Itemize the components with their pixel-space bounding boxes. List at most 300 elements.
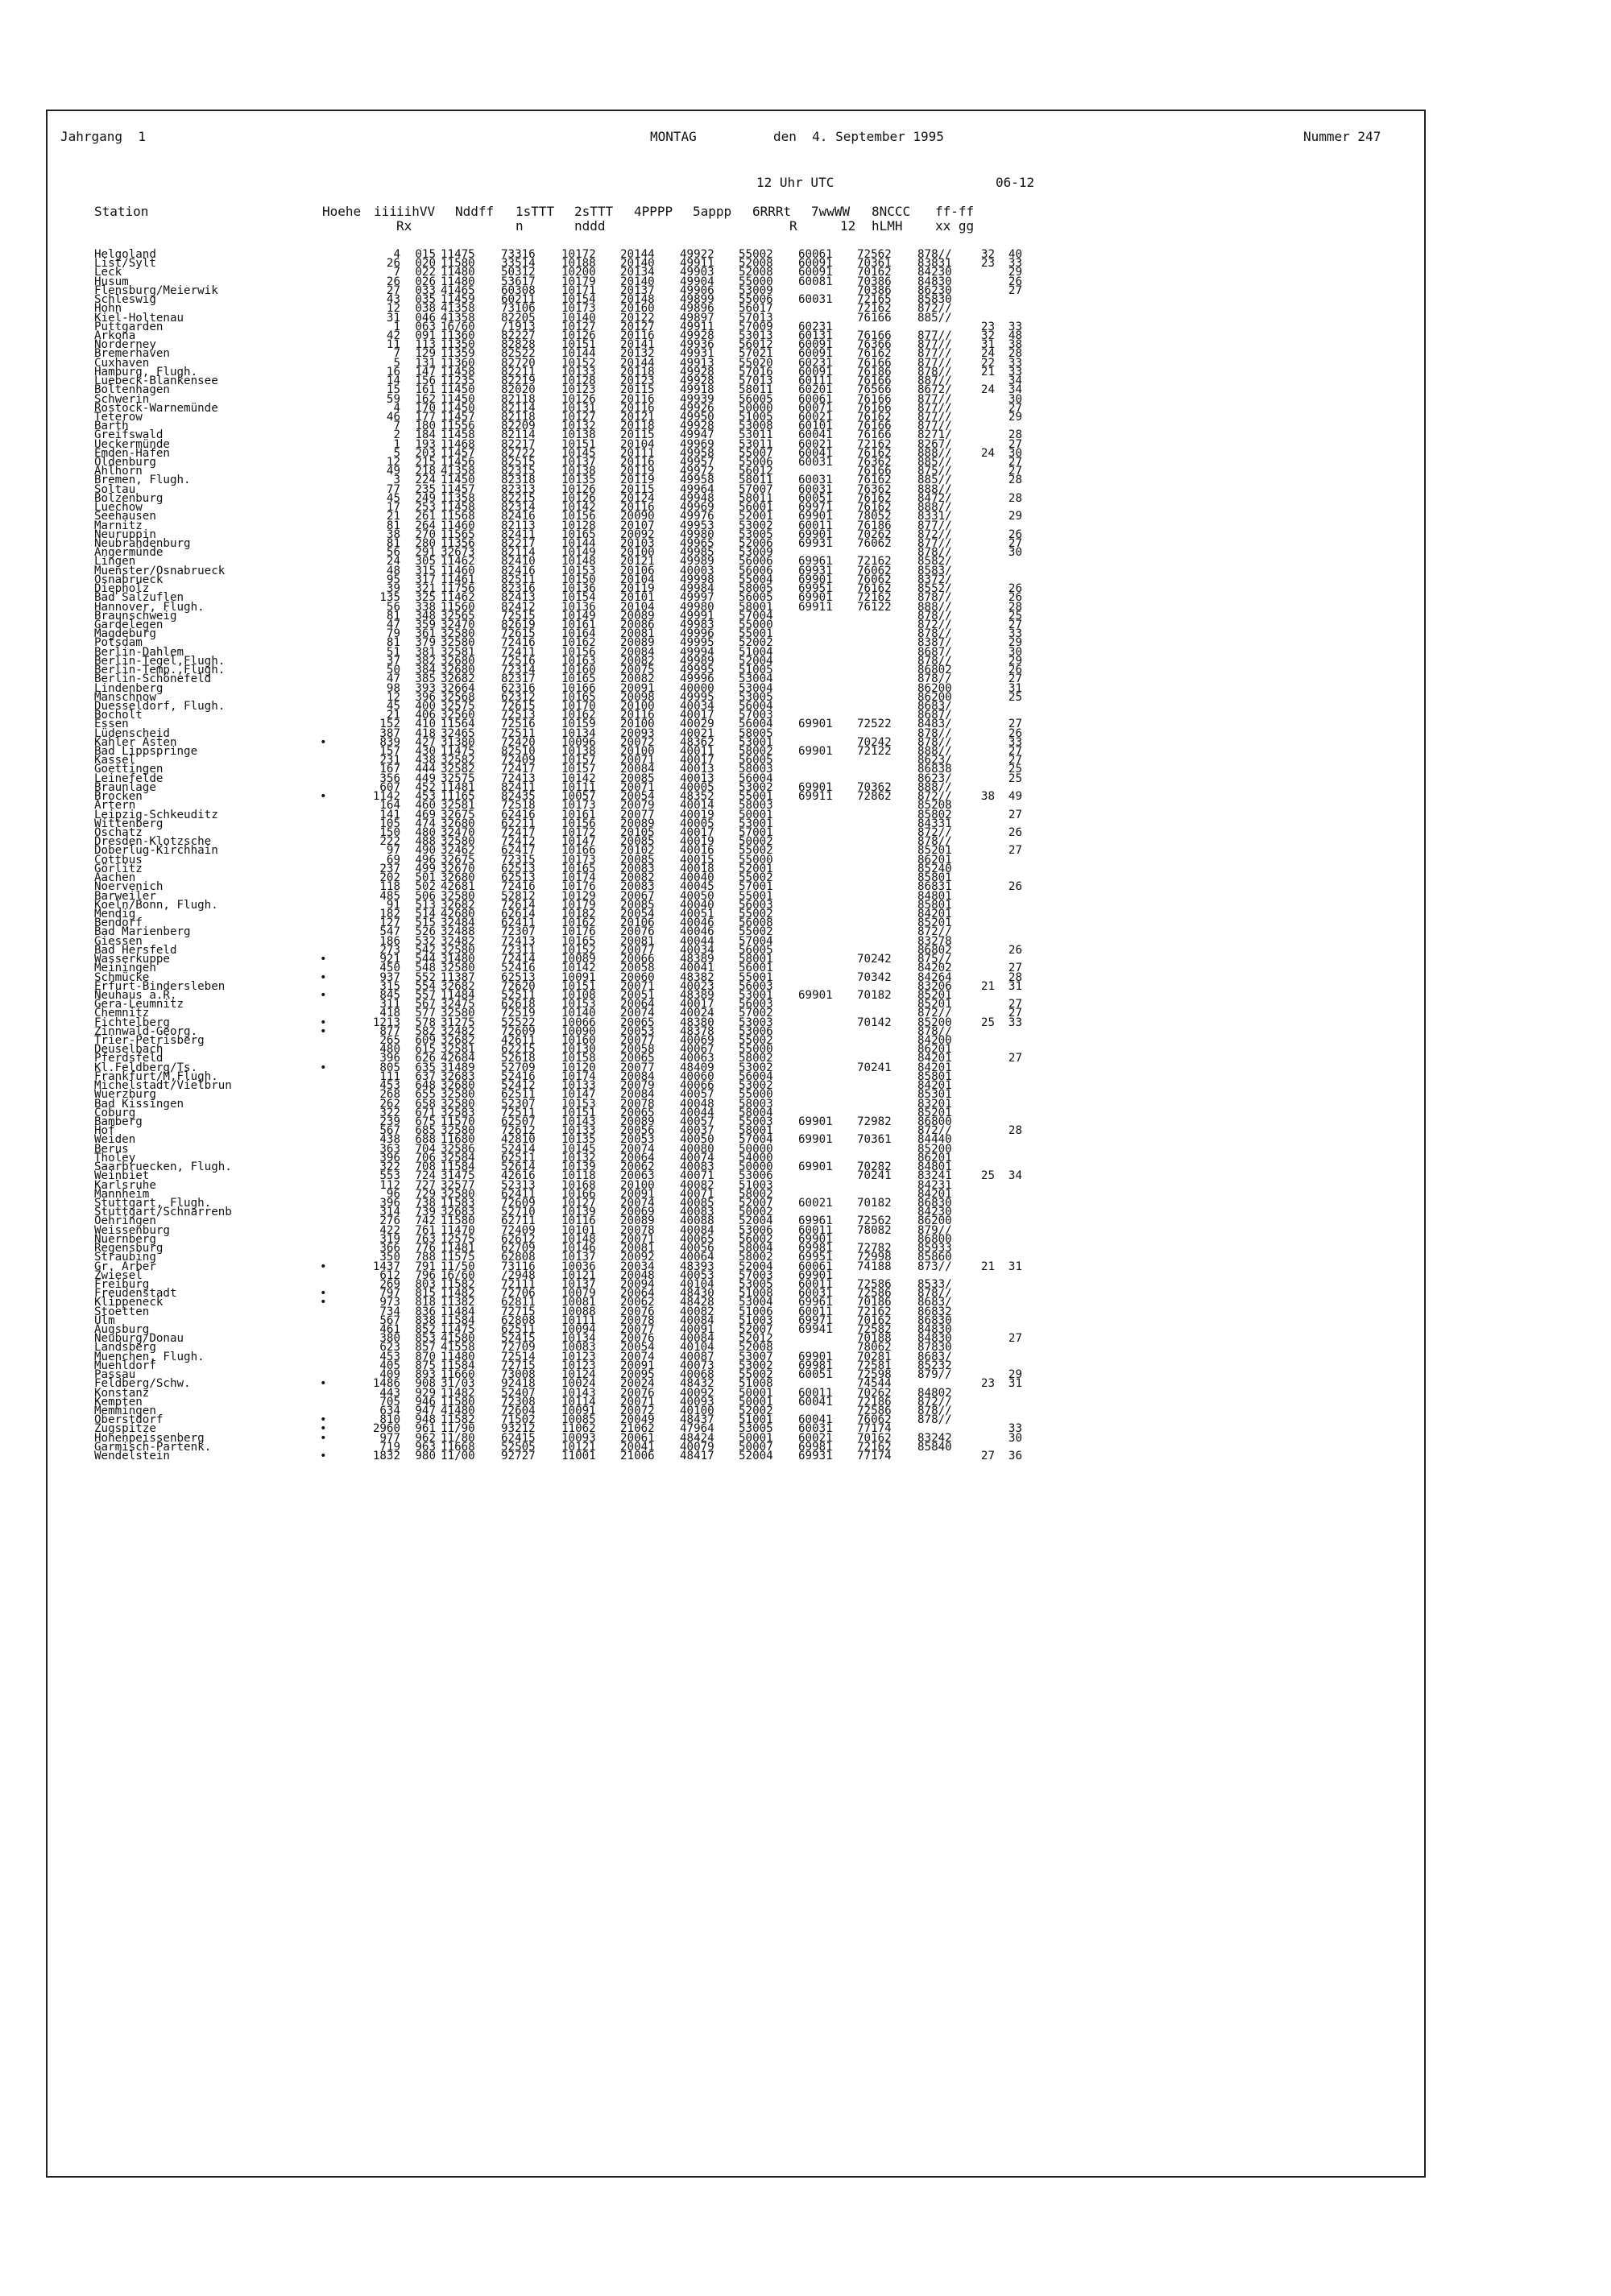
group-8nccc: 86831 <box>917 880 952 894</box>
group-nddff: 62711 <box>501 1214 536 1228</box>
group-1sttt: 10166 <box>561 844 596 858</box>
station-height: 11 <box>386 338 400 352</box>
group-2sttt: 20094 <box>620 1277 655 1291</box>
mountain-marker: • <box>320 790 327 804</box>
group-ihvv: 31480 <box>441 953 475 966</box>
group-1sttt: 10101 <box>561 1223 596 1237</box>
group-2sttt: 20053 <box>620 1133 655 1147</box>
station-id: 305 <box>415 555 436 569</box>
gust-gg: 26 <box>1008 275 1022 288</box>
group-nddff: 52407 <box>501 1386 536 1400</box>
group-5appp: 50002 <box>739 1206 773 1219</box>
group-8nccc: 83278 <box>917 934 952 948</box>
group-ihvv: 32580 <box>441 1007 475 1020</box>
table-row <box>46 1431 1426 1445</box>
group-nddff: 82416 <box>501 564 536 577</box>
station-id: 502 <box>415 880 436 894</box>
group-4pppp: 40082 <box>680 1305 714 1318</box>
group-5appp: 52002 <box>739 636 773 650</box>
group-ihvv: 32580 <box>441 889 475 903</box>
station-id: 325 <box>415 591 436 605</box>
group-2sttt: 20071 <box>620 1395 655 1409</box>
group-4pppp: 48352 <box>680 790 714 804</box>
group-1sttt: 10168 <box>561 1178 596 1192</box>
group-8nccc: 85201 <box>917 916 952 930</box>
group-ihvv: 11568 <box>441 510 475 523</box>
group-8nccc: 8683/ <box>917 699 952 713</box>
table-row <box>46 1332 1426 1346</box>
station-id: 038 <box>415 302 436 316</box>
group-1sttt: 10173 <box>561 799 596 813</box>
station-height: 1213 <box>372 1016 400 1029</box>
gust-gg: 27 <box>1008 1007 1022 1020</box>
station-id: 460 <box>415 799 436 813</box>
group-2sttt: 20064 <box>620 1287 655 1301</box>
group-nddff: 82118 <box>501 410 536 424</box>
station-id: 438 <box>415 754 436 767</box>
group-8nccc: 85201 <box>917 998 952 1011</box>
group-6rrrt: 69901 <box>798 1268 833 1282</box>
gust-xx: 24 <box>980 383 995 397</box>
group-1sttt: 10081 <box>561 1296 596 1309</box>
group-7wwww: 70281 <box>857 1350 892 1363</box>
group-7wwww: 72581 <box>857 1359 892 1372</box>
group-1sttt: 10157 <box>561 754 596 767</box>
station-id: 453 <box>415 790 436 804</box>
gust-gg: 29 <box>1008 1368 1022 1382</box>
station-name: Leipzig-Schkeuditz <box>94 808 218 821</box>
group-7wwww: 72586 <box>857 1404 892 1417</box>
group-4pppp: 40088 <box>680 1214 714 1228</box>
group-nddff: 62618 <box>501 998 536 1011</box>
group-2sttt: 20053 <box>620 1024 655 1038</box>
station-height: 405 <box>379 1359 400 1372</box>
col-g7-sub: R <box>789 218 797 234</box>
group-1sttt: 10137 <box>561 1251 596 1264</box>
group-ihvv: 32582 <box>441 763 475 776</box>
group-6rrrt: 60021 <box>798 1196 833 1210</box>
group-2sttt: 20085 <box>620 853 655 867</box>
table-row <box>46 720 1426 729</box>
gust-gg: 33 <box>1008 356 1022 370</box>
station-height: 450 <box>379 962 400 975</box>
group-5appp: 58001 <box>739 600 773 614</box>
group-nddff: 72307 <box>501 925 536 939</box>
station-id: 803 <box>415 1277 436 1291</box>
group-7wwww: 72862 <box>857 790 892 804</box>
group-8nccc: 8331/ <box>917 510 952 523</box>
group-6rrrt: 69901 <box>798 527 833 541</box>
gust-xx: 23 <box>980 1377 995 1391</box>
station-height: 49 <box>386 465 400 478</box>
group-5appp: 55006 <box>739 293 773 307</box>
group-1sttt: 10093 <box>561 1431 596 1445</box>
station-id: 449 <box>415 772 436 785</box>
station-id: 162 <box>415 392 436 406</box>
group-5appp: 50000 <box>739 1160 773 1174</box>
group-4pppp: 49996 <box>680 627 714 641</box>
station-name: Ueckermünde <box>94 437 170 451</box>
station-id: 393 <box>415 681 436 695</box>
group-1sttt: 10156 <box>561 817 596 830</box>
group-5appp: 53011 <box>739 437 773 451</box>
table-row <box>46 302 1426 316</box>
group-4pppp: 40023 <box>680 979 714 993</box>
group-4pppp: 40018 <box>680 862 714 875</box>
station-height: 623 <box>379 1341 400 1355</box>
group-7wwww: 72782 <box>857 1242 892 1256</box>
station-id: 359 <box>415 618 436 631</box>
gust-gg: 28 <box>1008 491 1022 505</box>
group-2sttt: 20104 <box>620 437 655 451</box>
table-row <box>46 456 1426 470</box>
group-1sttt: 10143 <box>561 1115 596 1128</box>
group-6rrrt: 60031 <box>798 456 833 470</box>
group-4pppp: 49897 <box>680 311 714 325</box>
station-id: 948 <box>415 1413 436 1427</box>
group-8nccc: 878// <box>917 735 952 749</box>
station-id: 513 <box>415 898 436 912</box>
station-name: Bremen, Flugh. <box>94 474 191 487</box>
group-1sttt: 10144 <box>561 537 596 550</box>
station-name: Weissenburg <box>94 1223 170 1237</box>
group-nddff: 52416 <box>501 962 536 975</box>
gust-gg: 26 <box>1008 664 1022 677</box>
group-5appp: 58004 <box>739 1242 773 1256</box>
station-height: 265 <box>379 1034 400 1048</box>
group-nddff: 62316 <box>501 681 536 695</box>
group-ihvv: 32680 <box>441 871 475 885</box>
group-2sttt: 20089 <box>620 1214 655 1228</box>
group-1sttt: 10160 <box>561 1034 596 1048</box>
station-name: Bad Lippspringe <box>94 745 198 759</box>
group-nddff: 72420 <box>501 735 536 749</box>
group-4pppp: 49972 <box>680 465 714 478</box>
station-name: Meiningen <box>94 962 156 975</box>
group-5appp: 56017 <box>739 302 773 316</box>
group-nddff: 62511 <box>501 1323 536 1337</box>
station-id: 675 <box>415 1115 436 1128</box>
group-2sttt: 20075 <box>620 664 655 677</box>
group-4pppp: 40017 <box>680 998 714 1011</box>
ff-range-label: 06-12 <box>996 175 1035 190</box>
station-name: Deuselbach <box>94 1043 164 1057</box>
station-name: Teterow <box>94 410 143 424</box>
group-1sttt: 10151 <box>561 979 596 993</box>
group-1sttt: 10148 <box>561 1232 596 1246</box>
station-name: Klippeneck <box>94 1296 164 1309</box>
col-g9: 8NCCC <box>872 204 911 219</box>
group-4pppp: 49928 <box>680 374 714 388</box>
station-height: 12 <box>386 456 400 470</box>
group-8nccc: 84202 <box>917 962 952 975</box>
group-ihvv: 32482 <box>441 934 475 948</box>
table-row <box>46 437 1426 451</box>
group-6rrrt: 69901 <box>798 988 833 1002</box>
station-name: Berus <box>94 1142 129 1156</box>
group-5appp: 51008 <box>739 1287 773 1301</box>
group-nddff: 93212 <box>501 1422 536 1436</box>
group-8nccc: 85201 <box>917 844 952 858</box>
group-8nccc: 872// <box>917 1007 952 1020</box>
group-2sttt: 20140 <box>620 257 655 271</box>
station-id: 577 <box>415 1007 436 1020</box>
group-5appp: 57003 <box>739 1268 773 1282</box>
group-4pppp: 40034 <box>680 699 714 713</box>
station-height: 634 <box>379 1404 400 1417</box>
group-8nccc: 86201 <box>917 853 952 867</box>
group-6rrrt: 60061 <box>798 248 833 261</box>
mountain-marker: • <box>320 1260 327 1273</box>
station-height: 47 <box>386 672 400 686</box>
station-name: Gera-Leumnitz <box>94 998 184 1011</box>
group-4pppp: 40017 <box>680 754 714 767</box>
gust-xx: 24 <box>980 347 995 361</box>
group-8nccc: 86832 <box>917 1305 952 1318</box>
mountain-marker: • <box>320 1287 327 1301</box>
group-ihvv: 11450 <box>441 392 475 406</box>
group-4pppp: 40064 <box>680 1251 714 1264</box>
group-7wwww: 72598 <box>857 1368 892 1382</box>
table-row <box>46 338 1426 352</box>
group-5appp: 58011 <box>739 491 773 505</box>
group-nddff: 72314 <box>501 664 536 677</box>
group-5appp: 56004 <box>739 699 773 713</box>
table-row <box>46 988 1426 1002</box>
group-8nccc: 873// <box>917 1260 952 1273</box>
station-id: 418 <box>415 726 436 740</box>
group-4pppp: 49911 <box>680 320 714 333</box>
group-5appp: 52004 <box>739 1450 773 1463</box>
year-label: Jahrgang 1 <box>60 129 146 144</box>
station-name: Zugspitze <box>94 1422 156 1436</box>
group-1sttt: 10142 <box>561 501 596 515</box>
station-name: Soltau <box>94 482 136 496</box>
group-4pppp: 49913 <box>680 356 714 370</box>
group-2sttt: 20092 <box>620 527 655 541</box>
group-6rrrt: 69901 <box>798 718 833 731</box>
col-g8: 7wwWW <box>811 204 851 219</box>
group-2sttt: 20144 <box>620 248 655 261</box>
table-row <box>46 1151 1426 1165</box>
group-5appp: 53002 <box>739 1061 773 1074</box>
group-4pppp: 40083 <box>680 1206 714 1219</box>
gust-gg: 27 <box>1008 745 1022 759</box>
station-height: 50 <box>386 664 400 677</box>
group-1sttt: 10173 <box>561 302 596 316</box>
group-8nccc: 872// <box>917 1395 952 1409</box>
station-id: 658 <box>415 1097 436 1111</box>
group-ihvv: 32582 <box>441 754 475 767</box>
group-8nccc: 84201 <box>917 1061 952 1074</box>
station-name: Angermünde <box>94 546 164 560</box>
group-7wwww: 76166 <box>857 401 892 415</box>
group-7wwww: 74544 <box>857 1377 892 1391</box>
station-height: 453 <box>379 1350 400 1363</box>
table-row <box>46 320 1426 333</box>
group-7wwww: 72162 <box>857 591 892 605</box>
group-ihvv: 11458 <box>441 501 475 515</box>
group-ihvv: 11/50 <box>441 1260 475 1273</box>
station-height: 21 <box>386 510 400 523</box>
station-name: Puttgarden <box>94 320 164 333</box>
station-height: 422 <box>379 1223 400 1237</box>
group-7wwww: 76062 <box>857 1413 892 1427</box>
group-4pppp: 40100 <box>680 1404 714 1417</box>
station-name: Freudenstadt <box>94 1287 177 1301</box>
group-8nccc: 86800 <box>917 1115 952 1128</box>
gust-gg: 34 <box>1008 383 1022 397</box>
station-name: Saarbruecken, Flugh. <box>94 1160 232 1174</box>
group-4pppp: 49997 <box>680 591 714 605</box>
group-8nccc: 86802 <box>917 943 952 957</box>
group-8nccc: 84201 <box>917 1052 952 1065</box>
group-8nccc: 872// <box>917 1124 952 1138</box>
group-8nccc: 84801 <box>917 1160 952 1174</box>
group-1sttt: 10153 <box>561 1097 596 1111</box>
station-height: 5 <box>393 356 400 370</box>
group-ihvv: 11360 <box>441 356 475 370</box>
table-row <box>46 428 1426 442</box>
station-height: 239 <box>379 1115 400 1128</box>
group-nddff: 72620 <box>501 979 536 993</box>
group-nddff: 82113 <box>501 519 536 532</box>
group-4pppp: 48362 <box>680 735 714 749</box>
col-g4-sub: nddd <box>574 218 606 234</box>
group-4pppp: 49980 <box>680 600 714 614</box>
group-2sttt: 20085 <box>620 772 655 785</box>
table-row <box>46 555 1426 569</box>
gust-gg: 33 <box>1008 257 1022 271</box>
table-row <box>46 934 1426 948</box>
group-nddff: /1913 <box>501 320 536 333</box>
group-nddff: 82209 <box>501 420 536 433</box>
station-id: 788 <box>415 1251 436 1264</box>
group-1sttt: 10182 <box>561 907 596 920</box>
group-6rrrt: 69951 <box>798 1251 833 1264</box>
group-2sttt: 20082 <box>620 672 655 686</box>
group-nddff: 72311 <box>501 943 536 957</box>
station-height: 438 <box>379 1133 400 1147</box>
station-name: Wuerzburg <box>94 1088 156 1102</box>
group-nddff: 82416 <box>501 510 536 523</box>
table-row <box>46 491 1426 505</box>
col-hoehe: Hoehe <box>322 204 362 219</box>
group-5appp: 55001 <box>739 627 773 641</box>
table-row <box>46 1196 1426 1210</box>
group-5appp: 53003 <box>739 1016 773 1029</box>
gust-gg: 27 <box>1008 672 1022 686</box>
group-2sttt: 20100 <box>620 745 655 759</box>
group-ihvv: 11475 <box>441 745 475 759</box>
group-1sttt: 10127 <box>561 1196 596 1210</box>
station-name: Hohenpeissenberg <box>94 1431 205 1445</box>
group-5appp: 55004 <box>739 573 773 586</box>
group-7wwww: 70182 <box>857 1196 892 1210</box>
group-7wwww: 72586 <box>857 1287 892 1301</box>
station-id: 161 <box>415 383 436 397</box>
group-nddff: 82114 <box>501 401 536 415</box>
station-height: 1437 <box>372 1260 400 1273</box>
group-1sttt: 10133 <box>561 1124 596 1138</box>
group-ihvv: 32682 <box>441 979 475 993</box>
group-ihvv: 32680 <box>441 1079 475 1093</box>
group-5appp: 51008 <box>739 1377 773 1391</box>
group-ihvv: 11482 <box>441 1386 475 1400</box>
station-id: 796 <box>415 1268 436 1282</box>
station-id: 501 <box>415 871 436 885</box>
group-6rrrt: 60021 <box>798 410 833 424</box>
group-8nccc: 85201 <box>917 988 952 1002</box>
station-name: Berlin-Tegel,Flugh. <box>94 654 226 668</box>
group-2sttt: 20085 <box>620 898 655 912</box>
group-8nccc: 888// <box>917 501 952 515</box>
group-6rrrt: 69961 <box>798 1296 833 1309</box>
group-nddff: 82315 <box>501 465 536 478</box>
col-g7: 6RRRt <box>752 204 792 219</box>
group-8nccc: 878// <box>917 835 952 849</box>
station-name: Muenchen, Flugh. <box>94 1350 205 1363</box>
group-8nccc: 86200 <box>917 690 952 704</box>
group-4pppp: 49931 <box>680 347 714 361</box>
station-height: 480 <box>379 1043 400 1057</box>
group-2sttt: 20077 <box>620 943 655 957</box>
group-8nccc: 83242 <box>917 1431 952 1445</box>
group-nddff: 82435 <box>501 790 536 804</box>
group-5appp: 56004 <box>739 772 773 785</box>
table-row <box>46 1106 1426 1119</box>
group-4pppp: 48437 <box>680 1413 714 1427</box>
gust-gg: 27 <box>1008 754 1022 767</box>
group-8nccc: 86830 <box>917 1313 952 1327</box>
station-id: 578 <box>415 1016 436 1029</box>
group-5appp: 55000 <box>739 1088 773 1102</box>
group-5appp: 55006 <box>739 456 773 470</box>
mountain-marker: • <box>320 1061 327 1074</box>
group-6rrrt: 69981 <box>798 1359 833 1372</box>
group-nddff: 72412 <box>501 835 536 849</box>
group-4pppp: 40093 <box>680 1395 714 1409</box>
station-id: 224 <box>415 474 436 487</box>
group-5appp: 53002 <box>739 1079 773 1093</box>
group-ihvv: 11560 <box>441 600 475 614</box>
group-8nccc: 86830 <box>917 1196 952 1210</box>
station-height: 387 <box>379 726 400 740</box>
group-ihvv: 32575 <box>441 772 475 785</box>
group-2sttt: 20089 <box>620 609 655 623</box>
group-ihvv: 31275 <box>441 1016 475 1029</box>
group-5appp: 56003 <box>739 998 773 1011</box>
station-name: Bad Salzuflen <box>94 591 184 605</box>
group-1sttt: 10172 <box>561 826 596 839</box>
station-id: 338 <box>415 600 436 614</box>
group-6rrrt: 60231 <box>798 356 833 370</box>
station-name: Konstanz <box>94 1386 150 1400</box>
group-nddff: 73116 <box>501 1260 536 1273</box>
group-5appp: 58001 <box>739 953 773 966</box>
group-5appp: 50001 <box>739 1386 773 1400</box>
group-1sttt: 10143 <box>561 1386 596 1400</box>
group-nddff: 72615 <box>501 627 536 641</box>
group-2sttt: 20077 <box>620 1061 655 1074</box>
gust-xx: 23 <box>980 320 995 333</box>
group-5appp: 57013 <box>739 311 773 325</box>
group-8nccc: 878// <box>917 672 952 686</box>
group-5appp: 56004 <box>739 718 773 731</box>
group-6rrrt: 60011 <box>798 1305 833 1318</box>
group-6rrrt: 60051 <box>798 1368 833 1382</box>
station-height: 877 <box>379 1024 400 1038</box>
